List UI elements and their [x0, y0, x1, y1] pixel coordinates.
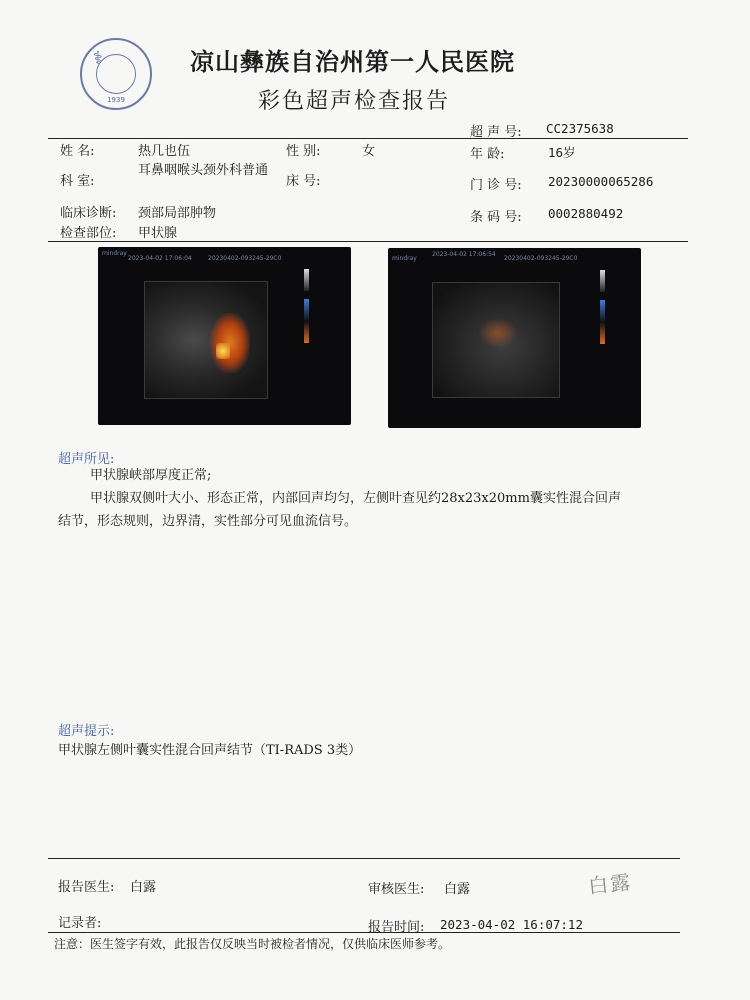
findings-line-2: 甲状腺双侧叶大小、形态正常，内部回声均匀，左侧叶查见约28x23x20mm囊实性混合回声 [90, 491, 621, 506]
report-time-label: 报告时间: [368, 920, 425, 935]
age-label: 年 龄: [470, 147, 505, 162]
barcode-no: 0002880492 [548, 206, 624, 221]
findings-title: 超声所见: [58, 452, 115, 467]
report-doctor: 白露 [130, 880, 157, 895]
clinic-no: 20230000065286 [548, 174, 654, 189]
doctor-label: 报告医生: [58, 880, 115, 895]
image-brand: mindray [102, 250, 127, 257]
exam-part: 甲状腺 [138, 226, 178, 241]
info-divider [48, 241, 688, 242]
recorder-label: 记录者: [58, 916, 102, 931]
patient-name: 热几也伍 [138, 144, 191, 159]
sex-label: 性 别: [286, 144, 321, 159]
hospital-name: 凉山彝族自治州第一人民医院 [190, 48, 515, 76]
note-divider [48, 932, 680, 933]
ultrasound-no-label: 超 声 号: [470, 125, 522, 140]
image-exam-id: 20230402-093245-29C0 [504, 255, 578, 262]
clinical-diagnosis: 颈部局部肿物 [138, 206, 217, 221]
patient-dept: 耳鼻咽喉头颈外科普通 [138, 163, 269, 178]
hospital-logo [80, 38, 152, 110]
ultrasound-image-2 [388, 248, 641, 428]
image-brand: mindray [392, 255, 417, 262]
image-date: 2023-04-02 17:06:04 [128, 255, 192, 262]
doctor-signature: 白露 [587, 869, 634, 899]
report-time: 2023-04-02 16:07:12 [440, 917, 583, 932]
doppler-flow-peak [216, 343, 230, 359]
findings-line-3: 结节，形态规则，边界清，实性部分可见血流信号。 [58, 514, 358, 529]
conclusion-text: 甲状腺左侧叶囊实性混合回声结节（TI-RADS 3类） [58, 743, 362, 758]
patient-sex: 女 [362, 144, 376, 159]
caduceus-icon: ⚕ [93, 48, 103, 69]
diagnosis-label: 临床诊断: [60, 206, 117, 221]
review-doctor: 白露 [444, 882, 471, 897]
ultrasound-image-1 [98, 247, 351, 425]
reviewer-label: 审核医生: [368, 882, 425, 897]
gray-scale-bar [304, 269, 309, 291]
color-scale-bar [304, 299, 309, 343]
name-label: 姓 名: [60, 144, 95, 159]
patient-age: 16岁 [548, 145, 576, 160]
color-scale-bar [600, 300, 605, 344]
image-date: 2023-04-02 17:06:54 [432, 251, 496, 258]
doppler-flow [478, 318, 518, 348]
header-divider [48, 138, 688, 139]
gray-scale-bar [600, 270, 605, 292]
logo-year: 1939 [107, 96, 125, 104]
barcode-label: 条 码 号: [470, 210, 522, 225]
ultrasound-no: CC2375638 [546, 121, 614, 136]
exam-part-label: 检查部位: [60, 226, 117, 241]
clinic-no-label: 门 诊 号: [470, 178, 522, 193]
conclusion-title: 超声提示: [58, 724, 115, 739]
bed-label: 床 号: [286, 174, 321, 189]
footer-divider [48, 858, 680, 859]
logo-inner-ring [96, 54, 136, 94]
report-title: 彩色超声检查报告 [258, 89, 451, 114]
findings-line-1: 甲状腺峡部厚度正常; [90, 468, 212, 483]
image-exam-id: 20230402-093245-29C0 [208, 255, 282, 262]
disclaimer-note: 注意：医生签字有效，此报告仅反映当时被检者情况，仅供临床医师参考。 [54, 937, 451, 951]
dept-label: 科 室: [60, 174, 95, 189]
